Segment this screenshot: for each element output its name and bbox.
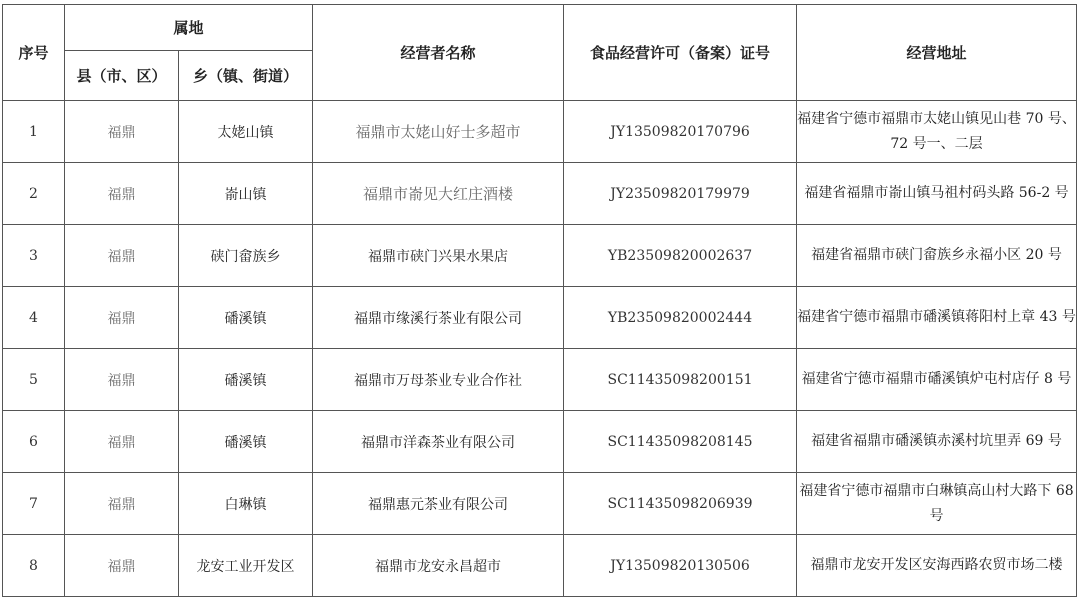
row-name: 福鼎市龙安永昌超市 (313, 535, 564, 597)
row-address: 福建省宁德市福鼎市白琳镇高山村大路下 68 号 (797, 473, 1077, 535)
table-row (3, 287, 1077, 349)
row-license: JY13509820130506 (564, 535, 797, 597)
row-name: 福鼎惠元茶业有限公司 (313, 473, 564, 535)
header-town: 乡（镇、街道） (179, 51, 313, 101)
row-seq: 1 (3, 101, 65, 163)
row-address: 福建省福鼎市磻溪镇赤溪村坑里弄 69 号 (797, 411, 1077, 473)
row-name: 福鼎市硖门兴果水果店 (313, 225, 564, 287)
row-town: 龙安工业开发区 (179, 535, 313, 597)
header-county: 县（市、区） (65, 51, 179, 101)
row-seq: 4 (3, 287, 65, 349)
table-row (3, 225, 1077, 287)
row-license: JY23509820179979 (564, 163, 797, 225)
row-name: 福鼎市嵛见大红庄酒楼 (313, 163, 564, 225)
row-county: 福鼎 (65, 287, 179, 349)
row-county: 福鼎 (65, 225, 179, 287)
table-row (3, 535, 1077, 597)
row-name: 福鼎市缘溪行茶业有限公司 (313, 287, 564, 349)
row-seq: 5 (3, 349, 65, 411)
row-address: 福鼎市龙安开发区安海西路农贸市场二楼 (797, 535, 1077, 597)
row-seq: 2 (3, 163, 65, 225)
row-license: YB23509820002637 (564, 225, 797, 287)
row-license: SC11435098206939 (564, 473, 797, 535)
row-town: 磻溪镇 (179, 411, 313, 473)
row-town: 太姥山镇 (179, 101, 313, 163)
header-row-top (3, 5, 1077, 51)
row-name: 福鼎市万母茶业专业合作社 (313, 349, 564, 411)
row-seq: 3 (3, 225, 65, 287)
row-county: 福鼎 (65, 473, 179, 535)
table-row (3, 101, 1077, 163)
row-address: 福建省宁德市福鼎市太姥山镇见山巷 70 号、72 号一、二层 (797, 101, 1077, 163)
row-address: 福建省宁德市福鼎市磻溪镇蒋阳村上章 43 号 (797, 287, 1077, 349)
row-address: 福建省福鼎市硖门畲族乡永福小区 20 号 (797, 225, 1077, 287)
row-license: JY13509820170796 (564, 101, 797, 163)
header-address: 经营地址 (797, 5, 1077, 101)
table-row (3, 349, 1077, 411)
row-seq: 7 (3, 473, 65, 535)
row-address: 福建省福鼎市嵛山镇马祖村码头路 56-2 号 (797, 163, 1077, 225)
row-town: 硖门畲族乡 (179, 225, 313, 287)
table-row (3, 163, 1077, 225)
row-name: 福鼎市太姥山好士多超市 (313, 101, 564, 163)
row-name: 福鼎市洋森茶业有限公司 (313, 411, 564, 473)
header-license: 食品经营许可（备案）证号 (564, 5, 797, 101)
row-address: 福建省宁德市福鼎市磻溪镇炉屯村店仔 8 号 (797, 349, 1077, 411)
row-town: 白琳镇 (179, 473, 313, 535)
table-row (3, 473, 1077, 535)
row-seq: 8 (3, 535, 65, 597)
header-name: 经营者名称 (313, 5, 564, 101)
header-belong: 属地 (65, 5, 313, 51)
row-license: SC11435098200151 (564, 349, 797, 411)
row-town: 磻溪镇 (179, 287, 313, 349)
row-license: YB23509820002444 (564, 287, 797, 349)
row-town: 磻溪镇 (179, 349, 313, 411)
row-county: 福鼎 (65, 411, 179, 473)
row-county: 福鼎 (65, 163, 179, 225)
table-row (3, 411, 1077, 473)
row-county: 福鼎 (65, 101, 179, 163)
row-county: 福鼎 (65, 349, 179, 411)
header-seq: 序号 (3, 5, 65, 101)
row-county: 福鼎 (65, 535, 179, 597)
row-license: SC11435098208145 (564, 411, 797, 473)
registry-table (2, 4, 1077, 597)
row-town: 嵛山镇 (179, 163, 313, 225)
row-seq: 6 (3, 411, 65, 473)
